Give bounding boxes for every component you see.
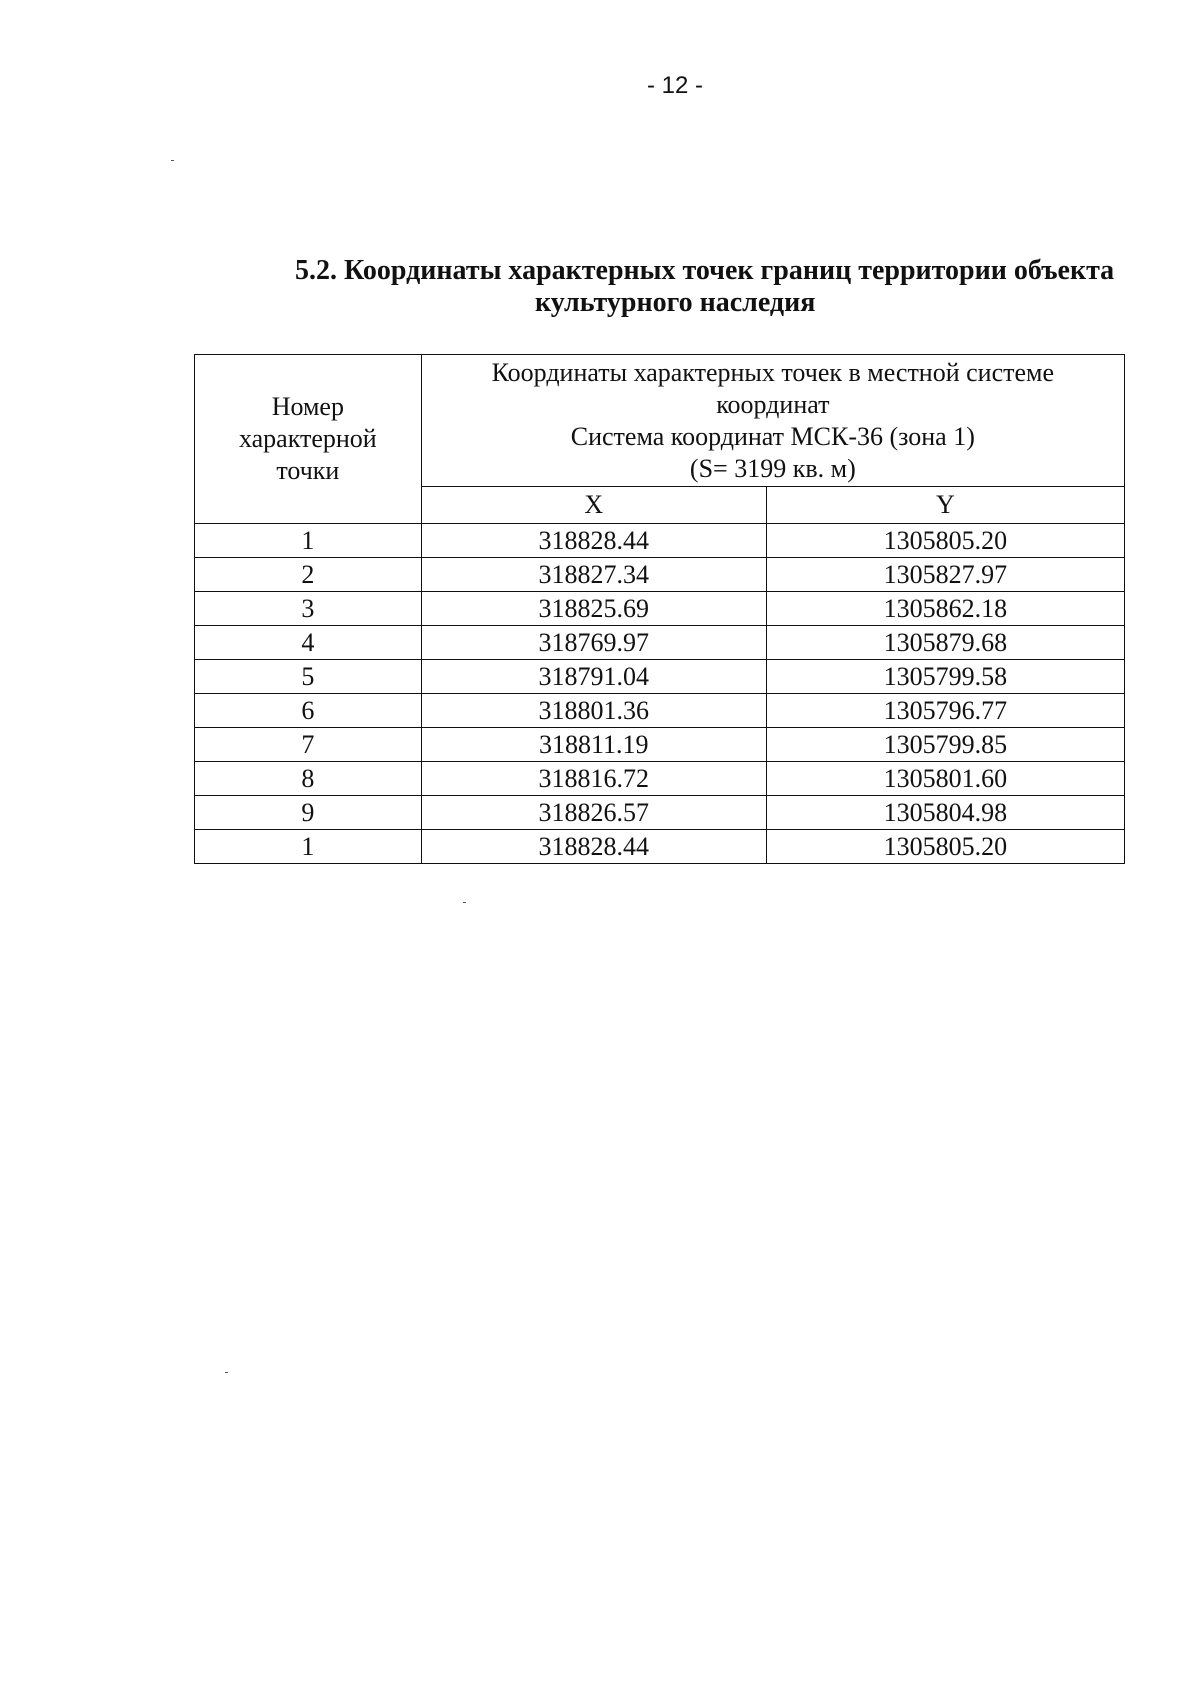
table-row [195, 830, 1125, 864]
y-coordinate-cell: 1305827.97 [766, 558, 1124, 592]
point-number-cell: 3 [195, 592, 422, 626]
point-number-cell: 1 [195, 524, 422, 558]
section-title-line-2: культурного наследия [535, 287, 816, 318]
point-header-line: точки [276, 456, 340, 485]
coordinates-header-line: координат [716, 389, 830, 419]
x-coordinate-cell: 318825.69 [421, 592, 766, 626]
x-coordinate-cell: 318826.57 [421, 796, 766, 830]
table-row [195, 660, 1125, 694]
y-coordinate-cell: 1305801.60 [766, 762, 1124, 796]
table-row [195, 592, 1125, 626]
table-row [195, 728, 1125, 762]
x-coordinate-cell: 318811.19 [421, 728, 766, 762]
x-coordinate-cell: 318827.34 [421, 558, 766, 592]
scan-speck [171, 160, 174, 161]
x-coordinate-cell: 318816.72 [421, 762, 766, 796]
y-coordinate-cell: 1305862.18 [766, 592, 1124, 626]
y-coordinate-cell: 1305799.85 [766, 728, 1124, 762]
section-title [295, 255, 1145, 319]
y-coordinate-cell: 1305805.20 [766, 830, 1124, 864]
y-coordinate-cell: 1305805.20 [766, 524, 1124, 558]
y-column-header: Y [766, 487, 1124, 524]
point-number-cell: 4 [195, 626, 422, 660]
y-coordinate-cell: 1305879.68 [766, 626, 1124, 660]
page-number: - 12 - [646, 72, 703, 99]
point-number-cell: 2 [195, 558, 422, 592]
y-coordinate-cell: 1305796.77 [766, 694, 1124, 728]
y-coordinate-cell: 1305804.98 [766, 796, 1124, 830]
scan-speck [463, 902, 466, 903]
x-coordinate-cell: 318791.04 [421, 660, 766, 694]
x-column-header: X [421, 487, 766, 524]
coordinates-header [421, 355, 1124, 487]
coordinates-header-line: Система координат МСК-36 (зона 1) [570, 421, 975, 451]
point-number-cell: 5 [195, 660, 422, 694]
y-coordinate-cell: 1305799.58 [766, 660, 1124, 694]
x-coordinate-cell: 318769.97 [421, 626, 766, 660]
point-number-cell: 6 [195, 694, 422, 728]
point-header-line: Номер [271, 392, 344, 421]
x-coordinate-cell: 318801.36 [421, 694, 766, 728]
point-number-header [195, 355, 422, 524]
point-number-cell: 7 [195, 728, 422, 762]
coordinates-header-line: (S= 3199 кв. м) [689, 453, 856, 483]
x-coordinate-cell: 318828.44 [421, 524, 766, 558]
scan-speck [225, 1372, 228, 1373]
table-row [195, 694, 1125, 728]
table-row [195, 524, 1125, 558]
coordinates-table [194, 354, 1125, 864]
table-row [195, 626, 1125, 660]
table-row [195, 558, 1125, 592]
x-coordinate-cell: 318828.44 [421, 830, 766, 864]
point-number-cell: 9 [195, 796, 422, 830]
point-number-cell: 1 [195, 830, 422, 864]
point-number-cell: 8 [195, 762, 422, 796]
table-row [195, 762, 1125, 796]
point-header-line: характерной [238, 424, 377, 453]
section-title-line-1: 5.2. Координаты характерных точек границ территории объекта [295, 255, 1115, 286]
coordinates-header-line: Координаты характерных точек в местной системе [491, 357, 1055, 387]
table-row [195, 796, 1125, 830]
